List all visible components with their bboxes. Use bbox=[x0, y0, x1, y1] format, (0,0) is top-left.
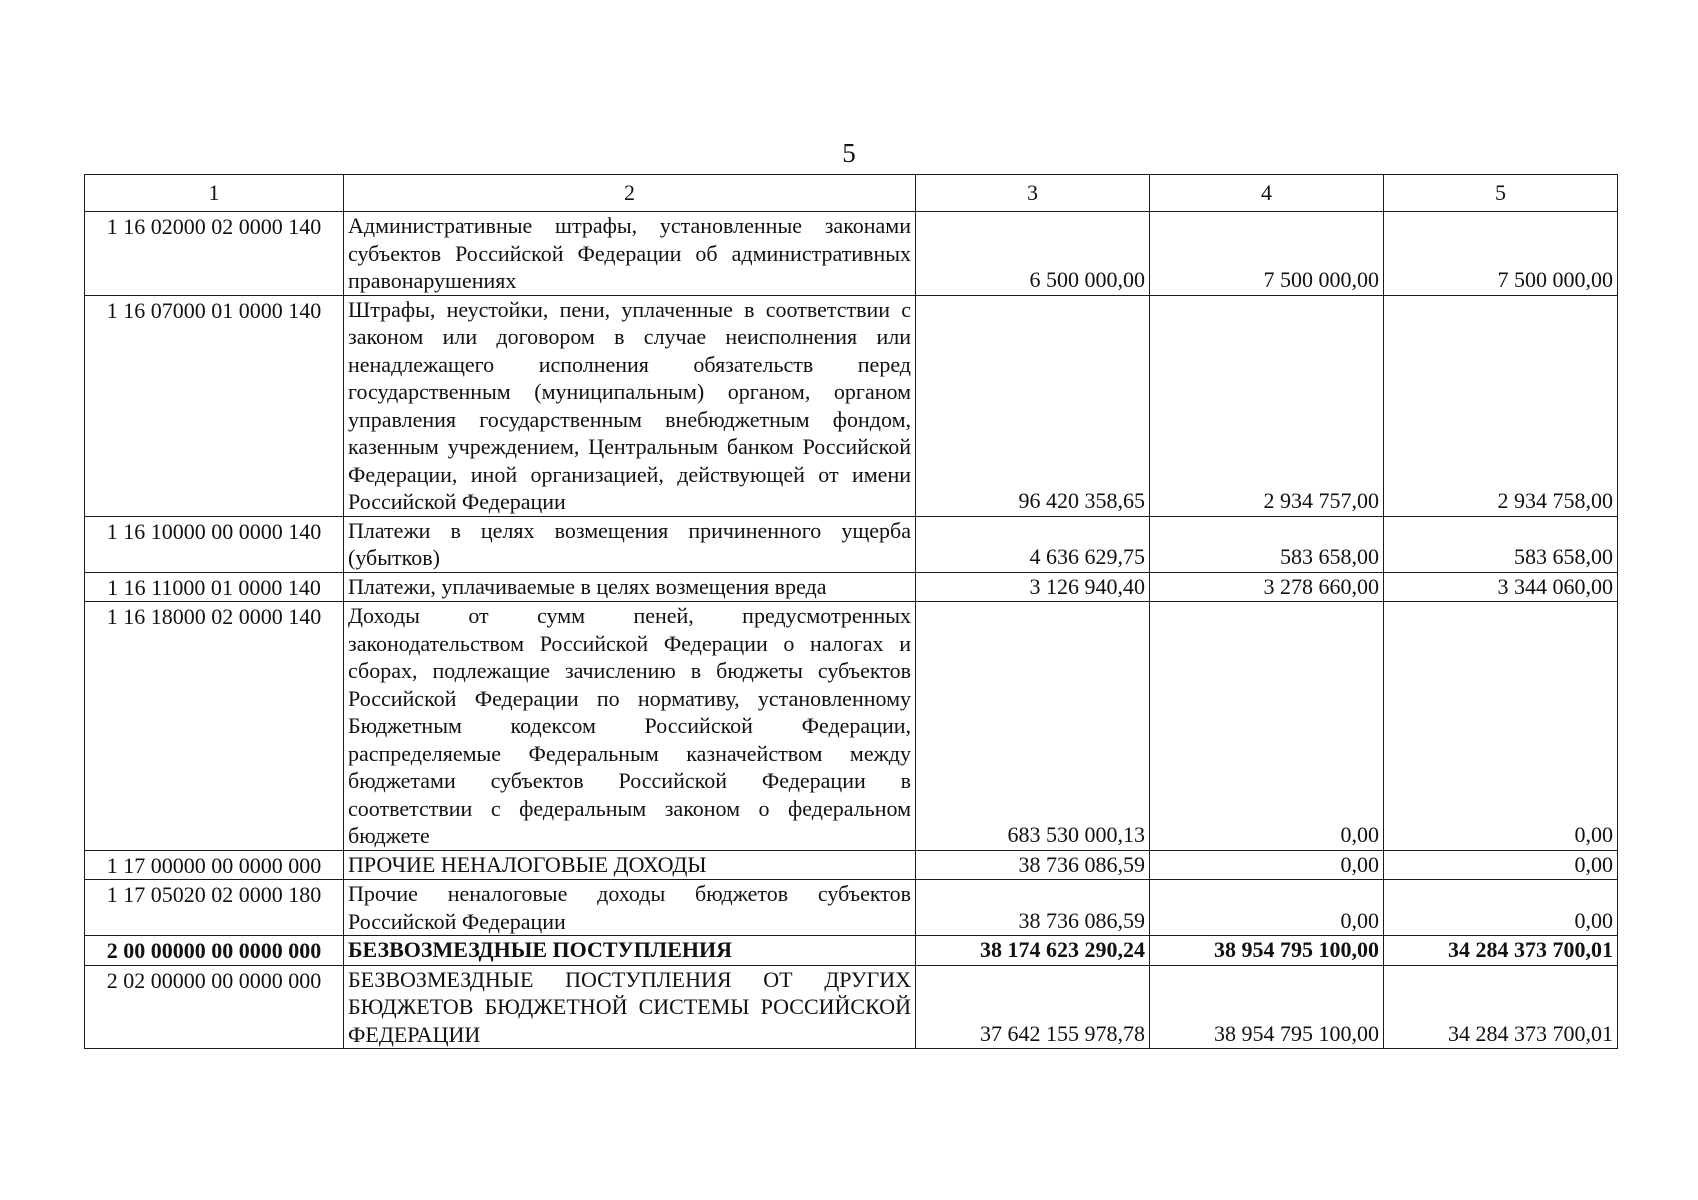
revenue-table bbox=[84, 174, 1618, 1049]
row-code: 2 00 00000 00 0000 000 bbox=[85, 936, 344, 966]
table-row bbox=[85, 295, 1618, 516]
row-value-col5: 34 284 373 700,01 bbox=[1384, 936, 1618, 966]
row-value-col4: 0,00 bbox=[1150, 602, 1384, 851]
row-code: 1 16 02000 02 0000 140 bbox=[85, 212, 344, 296]
row-name: Платежи в целях возмещения причиненного ущерба (убытков) bbox=[344, 516, 916, 572]
row-code: 1 16 10000 00 0000 140 bbox=[85, 516, 344, 572]
row-code: 2 02 00000 00 0000 000 bbox=[85, 965, 344, 1049]
table-header-row bbox=[85, 175, 1618, 212]
row-value-col3: 38 736 086,59 bbox=[916, 850, 1150, 880]
table-row bbox=[85, 880, 1618, 936]
row-name: Платежи, уплачиваемые в целях возмещения вреда bbox=[344, 572, 916, 602]
row-value-col3: 3 126 940,40 bbox=[916, 572, 1150, 602]
row-name: БЕЗВОЗМЕЗДНЫЕ ПОСТУПЛЕНИЯ bbox=[344, 936, 916, 966]
row-code: 1 17 00000 00 0000 000 bbox=[85, 850, 344, 880]
row-value-col5: 0,00 bbox=[1384, 880, 1618, 936]
row-value-col4: 38 954 795 100,00 bbox=[1150, 965, 1384, 1049]
row-value-col3: 38 174 623 290,24 bbox=[916, 936, 1150, 966]
table-row bbox=[85, 572, 1618, 602]
row-value-col4: 583 658,00 bbox=[1150, 516, 1384, 572]
table-row bbox=[85, 516, 1618, 572]
table-row bbox=[85, 212, 1618, 296]
row-name: Доходы от сумм пеней, предусмотренных законодательством Российской Федерации о налогах и сборах, подлежащие зачислению в бюджеты субъектов Российской Федерации по нормативу, установленному Бюджетным кодексом Российской Федерации, распределяемые Федеральным казначейством между бюджетами субъектов Российской Федерации в соответствии с федеральным законом о федеральном бюджете bbox=[344, 602, 916, 851]
row-value-col5: 583 658,00 bbox=[1384, 516, 1618, 572]
row-name: Штрафы, неустойки, пени, уплаченные в соответствии с законом или договором в случае неисполнения или ненадлежащего исполнения обязательств перед государственным (муниципальным) органом, органом управления государственным внебюджетным фондом, казенным учреждением, Центральным банком Российской Федерации, иной организацией, действующей от имени Российской Федерации bbox=[344, 295, 916, 516]
row-value-col4: 38 954 795 100,00 bbox=[1150, 936, 1384, 966]
column-header-3: 3 bbox=[916, 175, 1150, 212]
row-value-col3: 4 636 629,75 bbox=[916, 516, 1150, 572]
row-code: 1 17 05020 02 0000 180 bbox=[85, 880, 344, 936]
row-value-col5: 34 284 373 700,01 bbox=[1384, 965, 1618, 1049]
row-value-col4: 0,00 bbox=[1150, 880, 1384, 936]
row-value-col5: 2 934 758,00 bbox=[1384, 295, 1618, 516]
column-header-2: 2 bbox=[344, 175, 916, 212]
row-name: ПРОЧИЕ НЕНАЛОГОВЫЕ ДОХОДЫ bbox=[344, 850, 916, 880]
column-header-5: 5 bbox=[1384, 175, 1618, 212]
row-code: 1 16 18000 02 0000 140 bbox=[85, 602, 344, 851]
column-header-1: 1 bbox=[85, 175, 344, 212]
table-row bbox=[85, 965, 1618, 1049]
row-value-col4: 3 278 660,00 bbox=[1150, 572, 1384, 602]
row-value-col5: 0,00 bbox=[1384, 850, 1618, 880]
column-header-4: 4 bbox=[1150, 175, 1384, 212]
row-value-col5: 7 500 000,00 bbox=[1384, 212, 1618, 296]
row-value-col4: 2 934 757,00 bbox=[1150, 295, 1384, 516]
row-value-col3: 96 420 358,65 bbox=[916, 295, 1150, 516]
row-value-col5: 3 344 060,00 bbox=[1384, 572, 1618, 602]
row-name: Прочие неналоговые доходы бюджетов субъектов Российской Федерации bbox=[344, 880, 916, 936]
row-code: 1 16 07000 01 0000 140 bbox=[85, 295, 344, 516]
table-row bbox=[85, 602, 1618, 851]
row-code: 1 16 11000 01 0000 140 bbox=[85, 572, 344, 602]
row-value-col3: 37 642 155 978,78 bbox=[916, 965, 1150, 1049]
row-name: Административные штрафы, установленные законами субъектов Российской Федерации об административных правонарушениях bbox=[344, 212, 916, 296]
page-number: 5 bbox=[842, 138, 856, 168]
table-row bbox=[85, 850, 1618, 880]
row-name: БЕЗВОЗМЕЗДНЫЕ ПОСТУПЛЕНИЯ ОТ ДРУГИХ БЮДЖЕТОВ БЮДЖЕТНОЙ СИСТЕМЫ РОССИЙСКОЙ ФЕДЕРАЦИИ bbox=[344, 965, 916, 1049]
row-value-col5: 0,00 bbox=[1384, 602, 1618, 851]
table-row-total bbox=[85, 936, 1618, 966]
row-value-col3: 38 736 086,59 bbox=[916, 880, 1150, 936]
row-value-col4: 0,00 bbox=[1150, 850, 1384, 880]
row-value-col3: 683 530 000,13 bbox=[916, 602, 1150, 851]
row-value-col3: 6 500 000,00 bbox=[916, 212, 1150, 296]
row-value-col4: 7 500 000,00 bbox=[1150, 212, 1384, 296]
